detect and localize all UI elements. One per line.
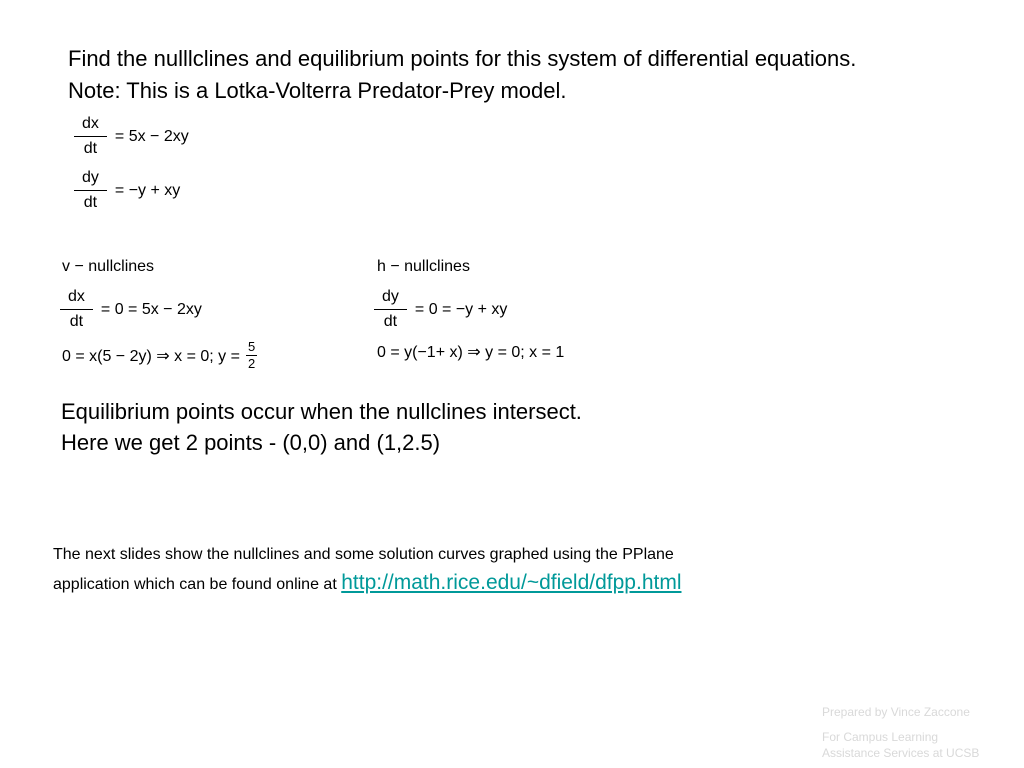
- intro-line-2: Note: This is a Lotka-Volterra Predator-Prey model.: [68, 78, 567, 103]
- fraction-denominator: dt: [83, 140, 98, 157]
- fraction-numerator: dx: [68, 288, 85, 305]
- intro-line-1: Find the nulllclines and equilibrium points for this system of differential equations.: [68, 46, 857, 71]
- h-nullclines-solution: 0 = y(−1+ x) ⇒ y = 0; x = 1: [377, 344, 565, 361]
- equilibrium-line-1: Equilibrium points occur when the nullclines intersect.: [61, 399, 582, 424]
- pplane-link[interactable]: http://math.rice.edu/~dfield/dfpp.html: [341, 571, 682, 594]
- note-line-1: The next slides show the nullclines and some solution curves graphed using the PPlane: [53, 546, 674, 563]
- fraction-bar: [74, 190, 107, 191]
- equation-rhs: = 0 = −y + xy: [414, 300, 508, 318]
- solution-text: 0 = x(5 − 2y) ⇒ x = 0; y =: [62, 347, 240, 365]
- for-credit-line-2: Assistance Services at UCSB: [822, 746, 980, 760]
- fraction-bar: [74, 136, 107, 137]
- fraction-denominator: dt: [69, 313, 84, 330]
- derivative-fraction: [372, 287, 409, 332]
- prepared-by-credit: Prepared by Vince Zaccone: [822, 705, 970, 719]
- v-nullclines-equation: [58, 287, 202, 332]
- v-nullclines-solution: [62, 340, 265, 371]
- v-nullclines-heading: v − nullclines: [62, 258, 155, 275]
- fraction-numerator: dy: [82, 169, 99, 186]
- fraction-denominator: 2: [247, 356, 256, 371]
- solution-fraction: [244, 340, 259, 371]
- derivative-fraction: [72, 114, 109, 159]
- fraction-bar: [60, 309, 93, 310]
- equation-rhs: = −y + xy: [114, 181, 181, 199]
- equation-rhs: = 5x − 2xy: [114, 127, 189, 145]
- h-nullclines-equation: [372, 287, 507, 332]
- h-nullclines-heading: h − nullclines: [377, 258, 470, 275]
- for-credit-line-1: For Campus Learning: [822, 730, 939, 744]
- equilibrium-line-2: Here we get 2 points - (0,0) and (1,2.5): [61, 430, 441, 455]
- note-line-2-text: application which can be found online at: [53, 576, 337, 593]
- fraction-denominator: dt: [383, 313, 398, 330]
- equation-rhs: = 0 = 5x − 2xy: [100, 300, 202, 318]
- derivative-fraction: [58, 287, 95, 332]
- derivative-fraction: [72, 168, 109, 213]
- fraction-numerator: 5: [247, 339, 256, 354]
- system-equation-2: [72, 168, 180, 213]
- fraction-denominator: dt: [83, 194, 98, 211]
- fraction-numerator: dy: [382, 288, 399, 305]
- note-line-2: [53, 570, 682, 598]
- fraction-bar: [374, 309, 407, 310]
- fraction-numerator: dx: [82, 115, 99, 132]
- system-equation-1: [72, 114, 189, 159]
